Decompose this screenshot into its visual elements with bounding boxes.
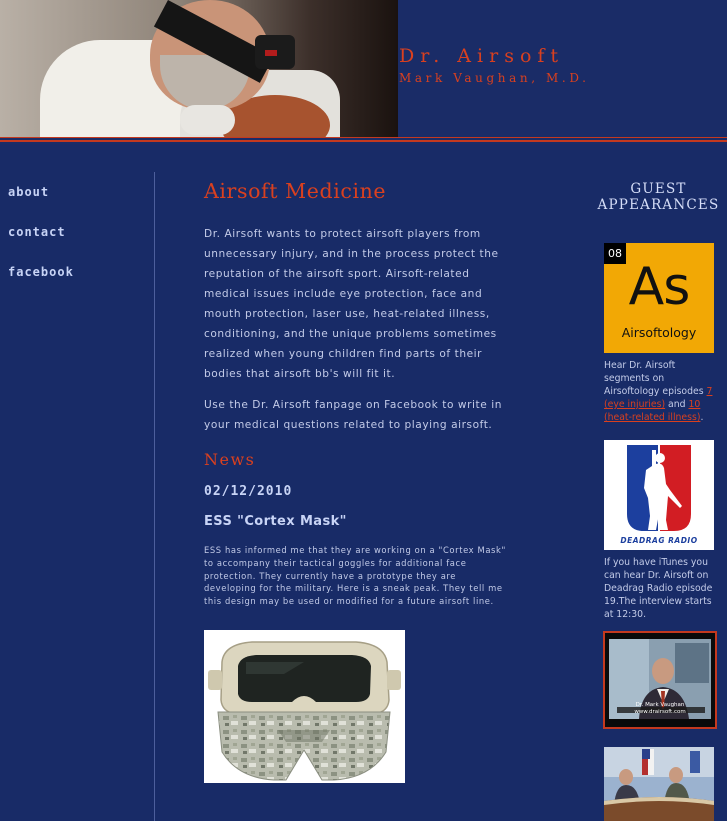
airsoftology-text-and: and bbox=[665, 399, 689, 410]
nav-link-about[interactable]: about bbox=[8, 185, 50, 199]
studio-interview-thumbnail[interactable] bbox=[604, 747, 714, 821]
facebook-paragraph: Use the Dr. Airsoft fanpage on Facebook to write in your medical questions related to playing airsoft. bbox=[204, 399, 502, 431]
guest-heading-line2: APPEARANCES bbox=[597, 197, 720, 213]
episode-badge: 08 bbox=[604, 243, 626, 264]
airsoftology-text: Hear Dr. Airsoft segments on Airsoftology episodes bbox=[604, 360, 707, 397]
site-title: Dr. Airsoft bbox=[399, 45, 565, 67]
guest-heading-line1: GUEST bbox=[630, 181, 687, 197]
page-title: Airsoft Medicine bbox=[204, 179, 387, 203]
header-divider bbox=[0, 137, 727, 144]
deadrag-description: If you have iTunes you can hear Dr. Airsoft on Deadrag Radio episode 19.The interview starts at 12:30. bbox=[604, 557, 713, 620]
nav-divider bbox=[154, 172, 155, 821]
nav-link-facebook[interactable]: facebook bbox=[8, 265, 74, 279]
airsoftology-text-end: . bbox=[700, 412, 704, 423]
news-body: ESS has informed me that they are working on a "Cortex Mask" to accompany their tactical goggles for additional face protection. They currently have a prototype they are developing for the military. Here is a sneak peak. They tell me this design may be used or modified for a future airsoft line. bbox=[204, 545, 506, 607]
news-date: 02/12/2010 bbox=[204, 484, 293, 499]
intro-paragraph: Dr. Airsoft wants to protect airsoft players from unnecessary injury, and in the process protect the reputation of the airsoft sport. Airsoft-related medical issues include eye protection, face and mouth protection, laser use, heat-related illness, conditioning, and the unique problems sometimes realized when young children find parts of their bodies that airsoft bb's will fit it. bbox=[204, 228, 499, 380]
news-heading: News bbox=[204, 450, 256, 469]
guest-appearances-heading bbox=[590, 181, 727, 213]
video-caption-name: Dr. Mark Vaughan bbox=[635, 702, 685, 708]
episode-7-link[interactable]: 7 (eye injuries) bbox=[604, 386, 713, 410]
header-photo-doctor-examining-patient bbox=[0, 0, 398, 139]
deadrag-logo-text: DEADRAG RADIO bbox=[620, 536, 698, 545]
cortex-mask-photo bbox=[204, 630, 405, 783]
video-caption bbox=[609, 702, 711, 716]
nav-link-contact[interactable]: contact bbox=[8, 225, 66, 239]
airsoftology-brand: Airsoftology bbox=[621, 325, 697, 340]
cortex-mask-image bbox=[204, 630, 405, 783]
airsoftology-logo-letters: As bbox=[628, 257, 690, 317]
video-caption-url: www.drairsoft.com bbox=[634, 709, 686, 715]
site-subtitle: Mark Vaughan, M.D. bbox=[399, 71, 590, 85]
news-title: ESS "Cortex Mask" bbox=[204, 514, 347, 529]
studio-photo-image bbox=[604, 747, 714, 821]
episode-10-link[interactable]: 10 (heat-related illness) bbox=[604, 399, 701, 423]
airsoftology-description bbox=[604, 359, 718, 424]
airsoftology-logo[interactable] bbox=[604, 243, 714, 353]
interview-video-thumbnail[interactable] bbox=[603, 631, 717, 729]
site-header bbox=[0, 0, 727, 139]
deadrag-radio-logo[interactable] bbox=[604, 440, 714, 550]
deadrag-logo-image bbox=[604, 440, 714, 550]
